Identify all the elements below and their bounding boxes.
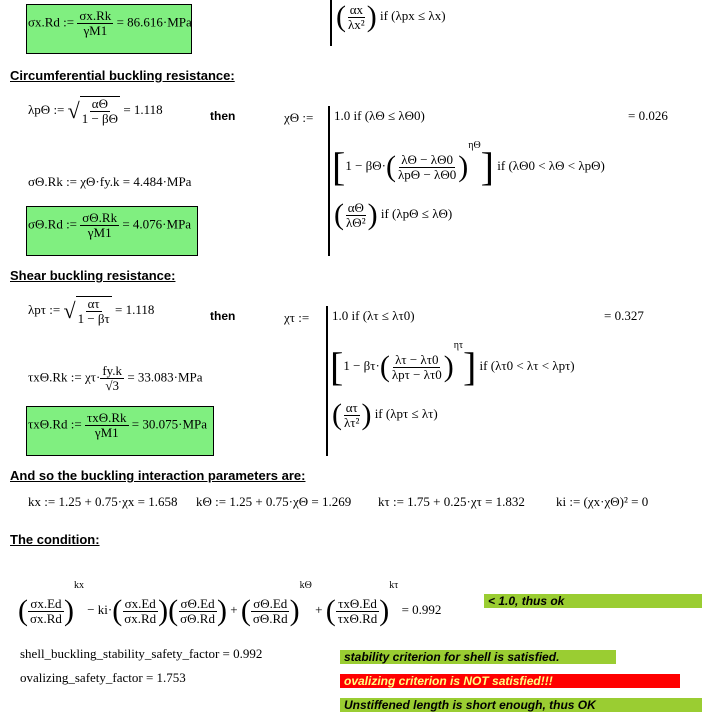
circ-lambda-den: 1 − βΘ bbox=[81, 111, 119, 126]
sigma-xrd-lhs: σx.Rd := bbox=[28, 14, 75, 30]
sigma-xrd-den: γM1 bbox=[83, 23, 108, 38]
shear-trd-value: = 30.075·MPa bbox=[131, 416, 208, 432]
circ-lambda-num: αΘ bbox=[91, 96, 108, 111]
condition-f4-den: σΘ.Rd bbox=[252, 610, 288, 626]
condition-f1-num: σx.Ed bbox=[30, 595, 62, 611]
condition-f5-den: τxΘ.Rd bbox=[337, 610, 378, 626]
circ-case2-exp: ηΘ bbox=[468, 140, 481, 151]
condition-f5-num: τxΘ.Ed bbox=[338, 595, 377, 611]
circ-heading: Circumferential buckling resistance: bbox=[10, 68, 235, 83]
shear-chi-lhs: χτ := bbox=[284, 310, 310, 325]
circ-srd-den: γM1 bbox=[87, 225, 112, 240]
circ-lambda-expression: λpΘ := √ $\frac{\alpha\Theta}{1 - \beta\Theta}$ = 1.118 bbox=[28, 96, 163, 126]
shear-case3-den: λτ² bbox=[344, 414, 360, 430]
shear-lambda-expression: λpτ := √ $\frac{\alpha\tau}{1 - \beta\tau}$ = 1.118 bbox=[28, 296, 155, 326]
shear-trk-num: fy.k bbox=[102, 363, 123, 378]
circ-case1-value: = 0.026 bbox=[628, 108, 668, 123]
circ-lambda-lhs: λpΘ := bbox=[28, 101, 65, 117]
shear-lambda-num: ατ bbox=[87, 296, 100, 311]
circ-chi-lhs: χΘ := bbox=[284, 110, 314, 125]
circ-case2-num: λΘ − λΘ0 bbox=[401, 151, 453, 167]
shear-case2-condition: if (λτ0 < λτ < λpτ) bbox=[479, 358, 575, 373]
shell-safety-factor: shell_buckling_stability_safety_factor = 0.992 bbox=[20, 646, 263, 661]
stability-criterion-banner: stability criterion for shell is satisfied. bbox=[340, 650, 616, 664]
shear-heading: Shear buckling resistance: bbox=[10, 268, 176, 283]
condition-f4-exp: kΘ bbox=[299, 580, 312, 591]
circ-case2: [1 − βΘ·( $\frac{\lambda\Theta - \lambda\Theta 0}{\text{λpΘ − λΘ0}}$ )$^{\eta\Theta}$] if (λΘ0 < λΘ < λpΘ) bbox=[332, 140, 605, 190]
shear-trk-den: √3 bbox=[105, 378, 119, 393]
shear-case1: 1.0 if (λτ ≤ λτ0) bbox=[332, 308, 415, 323]
shear-case2: [1 − βτ·( $\frac{\lambda\tau - \lambda\tau 0}{\text{λpτ − λτ0}}$ )$^{\eta\tau}$] if (λτ0 < λτ < λpτ) bbox=[330, 340, 575, 390]
shear-case2-exp: ητ bbox=[453, 340, 463, 351]
shear-case2-num: λτ − λτ0 bbox=[395, 351, 439, 367]
shear-case3: ( $\frac{\alpha\tau}{\text{λτ²}}$ ) if (λpτ ≤ λτ) bbox=[332, 398, 438, 431]
ktheta-expression: kΘ := 1.25 + 0.75·χΘ = 1.269 bbox=[196, 494, 352, 509]
ki-expression: ki := (χx·χΘ)² = 0 bbox=[556, 494, 649, 509]
circ-case2-condition: if (λΘ0 < λΘ < λpΘ) bbox=[497, 158, 605, 173]
sigma-xrd-expression bbox=[28, 9, 192, 38]
condition-plus: + bbox=[230, 602, 238, 617]
shear-case3-condition: if (λpτ ≤ λτ) bbox=[374, 405, 438, 421]
shear-case1-value: = 0.327 bbox=[604, 308, 644, 323]
shear-trd-lhs: τxΘ.Rd := bbox=[28, 416, 82, 432]
circ-then-label: then bbox=[210, 109, 236, 123]
shear-trd-num: τxΘ.Rk bbox=[86, 410, 127, 425]
condition-f1-exp: kx bbox=[73, 580, 84, 591]
shear-lambda-lhs: λpτ := bbox=[28, 301, 61, 317]
condition-f3-den: σΘ.Rd bbox=[180, 610, 215, 626]
circ-case3-num: αΘ bbox=[347, 199, 364, 215]
condition-ok-banner: < 1.0, thus ok bbox=[484, 594, 702, 608]
shear-case2-den: λpτ − λτ0 bbox=[391, 366, 442, 382]
shear-trk-lhs: τxΘ.Rk := χτ· bbox=[28, 369, 101, 385]
top-case-expression: ( $\frac{\alpha x}{\text{λx²}}$ ) if (λpx ≤ λx) bbox=[336, 0, 446, 33]
interaction-heading: And so the buckling interaction parameters are: bbox=[10, 468, 306, 483]
circ-srd-lhs: σΘ.Rd := bbox=[28, 216, 78, 232]
circ-lambda-value: = 1.118 bbox=[123, 101, 163, 117]
condition-f3-num: σΘ.Ed bbox=[180, 595, 215, 611]
shear-lambda-value: = 1.118 bbox=[114, 301, 155, 317]
ktau-expression: kτ := 1.75 + 0.25·χτ = 1.832 bbox=[378, 494, 525, 509]
condition-heading: The condition: bbox=[10, 532, 100, 547]
top-case-den: λx² bbox=[348, 16, 365, 32]
shear-trd-expression bbox=[28, 411, 207, 440]
shear-case3-num: ατ bbox=[345, 399, 358, 415]
circ-case3-den: λΘ² bbox=[346, 214, 366, 230]
top-case-num: αx bbox=[349, 1, 363, 17]
condition-result: = 0.992 bbox=[401, 602, 442, 617]
circ-srd-value: = 4.076·MPa bbox=[122, 216, 192, 232]
shear-piecewise-bar bbox=[326, 306, 328, 456]
unstiffened-length-banner: Unstiffened length is short enough, thus OK bbox=[340, 698, 702, 712]
condition-f2-den: σx.Rd bbox=[124, 610, 157, 626]
condition-expression: ( $\frac{\sigma x.Ed}{\sigma x.Rd}$ )$^{kx}$ − ki·( $\frac{\sigma x.Ed}{\sigma x.Rd}$ )( $\frac{\sigma\Theta.Ed}{\sigma\Theta.Rd}$ ) + ( $\frac{\sigma\Theta.Ed}{\sigma\Theta.Rd}$ )$^{k\Theta}$ + ( $\frac{\text{τxΘ.Ed}}{\text{τxΘ.Rd}}$ )$^{k\tau}$ = 0.992 bbox=[18, 580, 442, 628]
circ-case1: 1.0 if (λΘ ≤ λΘ0) bbox=[334, 108, 425, 123]
condition-f2-num: σx.Ed bbox=[124, 595, 156, 611]
condition-minus-ki: − ki· bbox=[87, 602, 113, 617]
sigma-xrd-value: = 86.616·MPa bbox=[116, 14, 192, 30]
condition-f4-num: σΘ.Ed bbox=[253, 595, 288, 611]
circ-case2-den: λpΘ − λΘ0 bbox=[398, 166, 457, 182]
sigma-xrd-num: σx.Rk bbox=[79, 8, 112, 23]
shear-trk-expression bbox=[28, 364, 203, 393]
condition-plus2: + bbox=[315, 602, 323, 617]
shear-case2-prefix: 1 − βτ· bbox=[343, 358, 380, 373]
circ-srk-expression: σΘ.Rk := χΘ·fy.k = 4.484·MPa bbox=[28, 174, 192, 189]
circ-srd-num: σΘ.Rk bbox=[82, 210, 118, 225]
top-piecewise-bar bbox=[330, 0, 332, 46]
circ-piecewise-bar bbox=[328, 106, 330, 256]
ovalizing-criterion-banner: ovalizing criterion is NOT satisfied!!! bbox=[340, 674, 680, 688]
kx-expression: kx := 1.25 + 0.75·χx = 1.658 bbox=[28, 494, 178, 509]
circ-case3-condition: if (λpΘ ≤ λΘ) bbox=[380, 205, 453, 221]
shear-then-label: then bbox=[210, 309, 236, 323]
shear-trk-value: = 33.083·MPa bbox=[127, 369, 203, 385]
circ-srd-expression bbox=[28, 211, 191, 240]
circ-case2-prefix: 1 − βΘ· bbox=[345, 158, 386, 173]
condition-f5-exp: kτ bbox=[389, 580, 399, 591]
circ-case3: ( $\frac{\alpha\Theta}{\text{λΘ²}}$ ) if (λpΘ ≤ λΘ) bbox=[334, 198, 453, 231]
shear-trd-den: γM1 bbox=[94, 425, 119, 440]
ovalizing-safety-factor: ovalizing_safety_factor = 1.753 bbox=[20, 670, 186, 685]
condition-f1-den: σx.Rd bbox=[30, 610, 62, 626]
shear-lambda-den: 1 − βτ bbox=[77, 311, 110, 326]
top-case-condition: if (λpx ≤ λx) bbox=[379, 7, 446, 23]
